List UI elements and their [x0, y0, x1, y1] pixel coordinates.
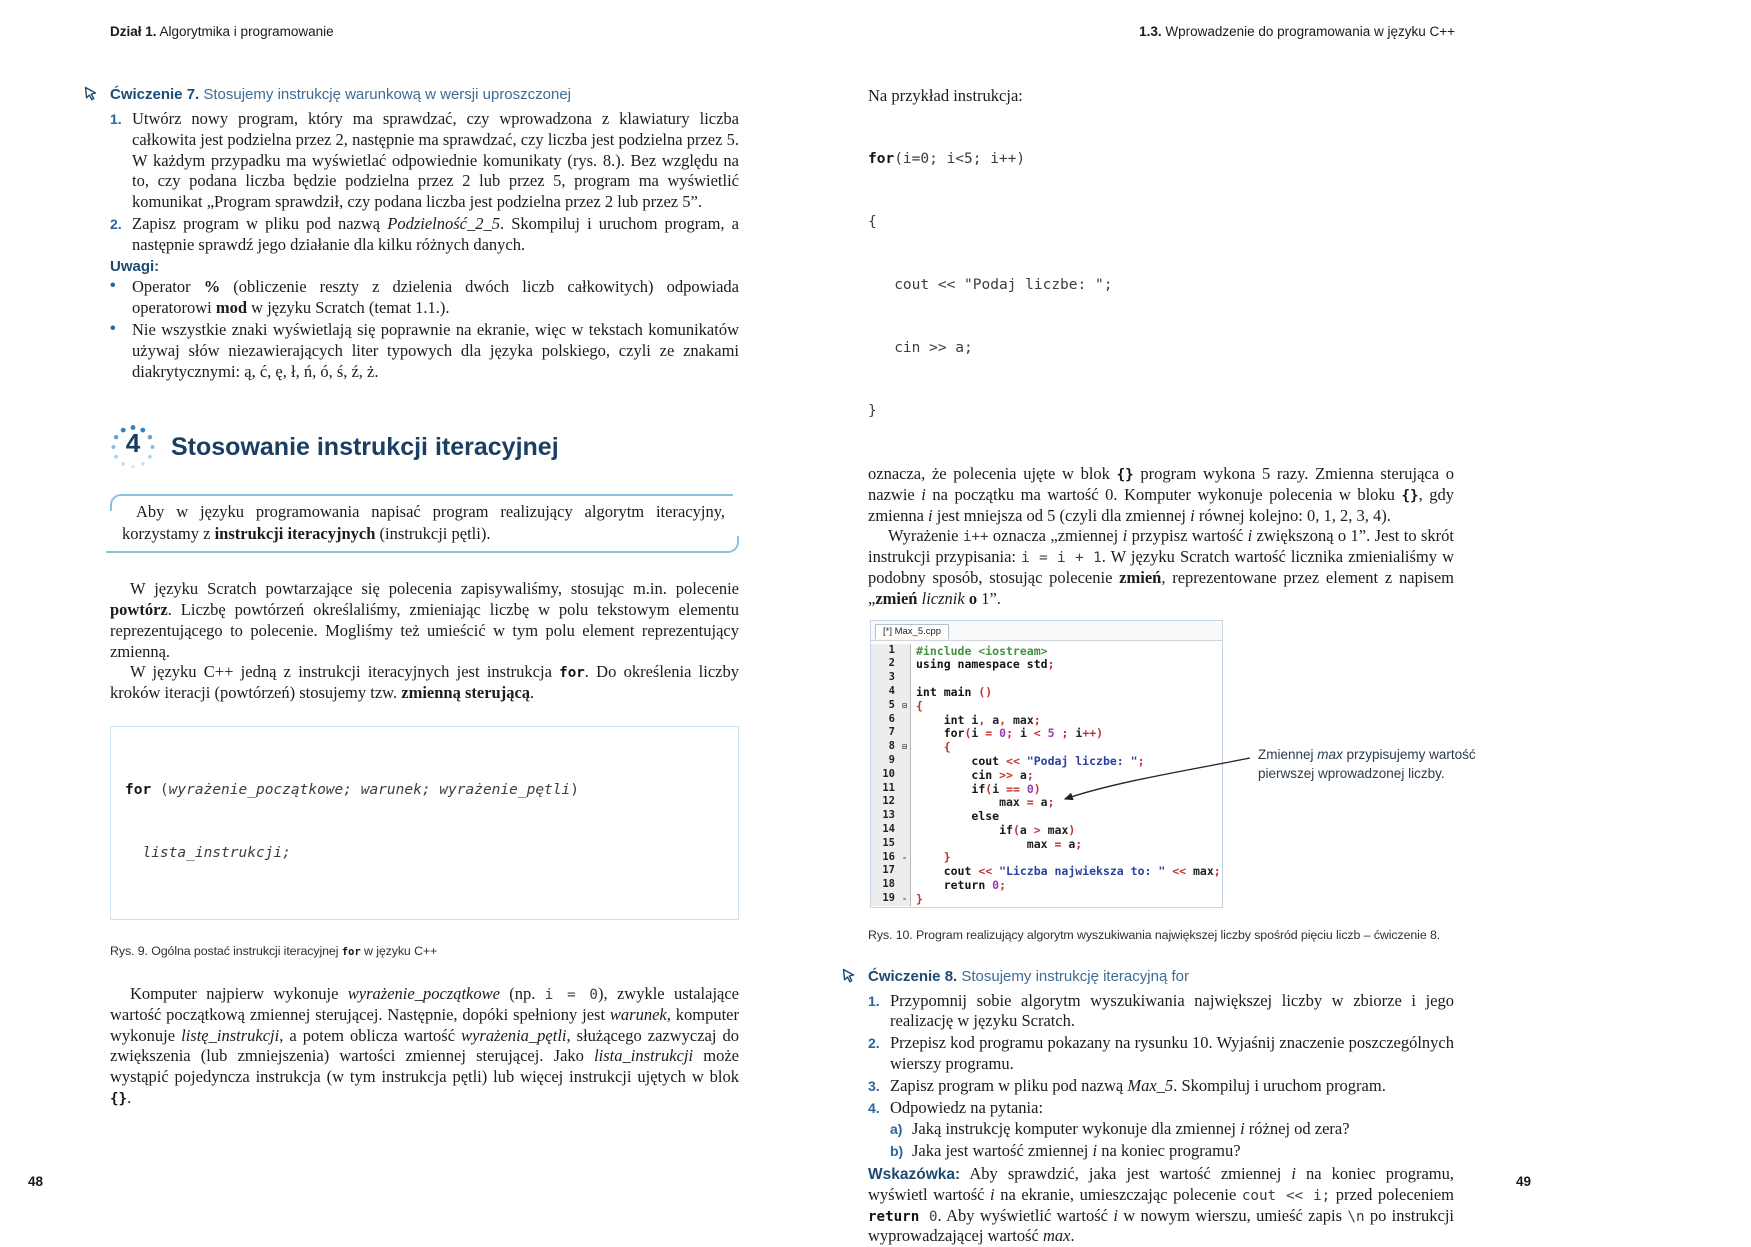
fold-marker: [899, 864, 911, 878]
example-code: [868, 107, 1454, 464]
editor-line: [871, 657, 1222, 671]
for-syntax-box: [110, 726, 739, 920]
editor-line: [871, 892, 1222, 906]
exercise-8-label: Ćwiczenie 8.: [868, 967, 958, 985]
bullet-item: [110, 277, 739, 319]
paragraph: oznacza, że polecenia ujęte w blok {} program wykona 5 razy. Zmienna sterująca o nazwie i na początku ma wartość 0. Komputer wykonuje polecenia w bloku {}, gdy zmienna i jest mniejsza od 5 (czyli dla zmiennej i równej kolejno: 0, 1, 2, 3, 4).: [868, 463, 1455, 525]
list-item: [868, 991, 1454, 1033]
paragraph: Wyrażenie i++ oznacza „zmiennej i przypisz wartość i zwiększoną o 1”. Jest to skrót instrukcji przypisania: i = i + 1. W języku Scratch wartość licznika zmienialiśmy w podobny sposób, stosując polecenie zmień, reprezentowane przez element z napisem „zmień licznik o 1”.: [868, 526, 1454, 608]
bullet-item: [110, 320, 739, 382]
sub-item-letter: b): [890, 1143, 904, 1160]
editor-line: [871, 851, 1222, 865]
section-title: Stosowanie instrukcji iteracyjnej: [171, 432, 559, 461]
page-header-left-section: Dział 1.: [110, 24, 157, 39]
item-number: 1.: [868, 992, 880, 1009]
editor-line: [871, 878, 1222, 892]
editor-line: [871, 768, 1222, 782]
line-number: 18: [871, 878, 899, 892]
item-number: 3.: [868, 1077, 880, 1094]
code-text: cin >> a;: [971, 767, 1034, 782]
code-text: }: [916, 891, 923, 906]
fold-marker: [899, 644, 911, 658]
code-text: else: [971, 809, 1000, 824]
line-number: 7: [871, 726, 899, 740]
list-item: [110, 214, 739, 256]
line-number: 12: [871, 795, 899, 809]
exercise-8-title: Stosujemy instrukcję iteracyjną for: [957, 967, 1189, 985]
definition-text: Aby w języku programowania napisać program realizujący algorytm iteracyjny, korzystamy z instrukcji iteracyjnych (instrukcji pętli).: [122, 502, 725, 543]
editor-line: [871, 713, 1222, 727]
fold-marker: [899, 768, 911, 782]
item-text: Zapisz program w pliku pod nazwą Max_5. Skompiluj i uruchom program.: [890, 1075, 1386, 1095]
editor-line: [871, 795, 1222, 809]
code-text: for(i = 0; i < 5 ; i++): [943, 726, 1104, 741]
item-text: Przypomnij sobie algorytm wyszukiwania największej liczby w zbiorze i jego realizację w języku Scratch.: [890, 990, 1454, 1031]
code-text: return 0;: [943, 878, 1007, 893]
exercise-7-heading: [110, 86, 739, 103]
exercise-cursor-icon: [83, 86, 99, 106]
bullet-dot: •: [110, 277, 116, 295]
editor-line: [871, 671, 1222, 685]
bullet-text: Operator % (obliczenie reszty z dzielenia dwóch liczb całkowitych) odpowiada operatorowi mod w języku Scratch (temat 1.1.).: [132, 277, 739, 318]
wskazowka-text: Aby sprawdzić, jaka jest wartość zmiennej i na koniec programu, wyświetl wartość i na ekranie, umieszczając polecenie cout << i; przed poleceniem return 0. Aby wyświetlić wartość i w nowym wierszu, umieść zapis \n po instrukcji wyprowadzającej wartość max.: [868, 1163, 1455, 1246]
code-line: {: [868, 213, 877, 230]
fold-marker: [899, 671, 911, 685]
right-page-column: [868, 86, 1476, 1247]
code-text: {: [943, 740, 951, 755]
line-number: 6: [871, 713, 899, 727]
sub-item: [890, 1119, 1454, 1140]
page-number-left: 48: [28, 1174, 44, 1189]
fold-marker: -: [899, 851, 911, 865]
editor-line: [871, 864, 1222, 878]
editor-line: [871, 685, 1222, 699]
code-text: int main (): [916, 684, 993, 699]
item-number: 2.: [110, 215, 122, 232]
figure-10: [868, 620, 1476, 922]
editor-tab-bar: [871, 621, 1222, 641]
code-line: for(i=0; i<5; i++): [868, 150, 1026, 167]
fold-marker: [899, 713, 911, 727]
item-text: Zapisz program w pliku pod nazwą Podzielność_2_5. Skompiluj i uruchom program, a następnie sprawdź jego działanie dla kilku różnych danych.: [132, 213, 739, 254]
code-text: #include <iostream>: [916, 643, 1048, 658]
page-header-left: [110, 24, 334, 39]
code-line: }: [868, 402, 877, 419]
item-number: 4.: [868, 1099, 880, 1116]
editor-line: [871, 726, 1222, 740]
code-line: cout << "Podaj liczbe: ";: [868, 276, 1113, 293]
page-header-left-title: Algorytmika i programowanie: [156, 24, 334, 39]
line-number: 8: [871, 740, 899, 754]
editor-line: [871, 837, 1222, 851]
paragraph: W języku C++ jedną z instrukcji iteracyjnych jest instrukcja for. Do określenia liczby kroków iteracji (powtórzeń) stosujemy tzw. zmienną sterującą.: [110, 662, 739, 703]
paragraph: W języku Scratch powtarzające się polecenia zapisywaliśmy, stosując m.in. polecenie powtórz. Liczbę powtórzeń określaliśmy, zmieniając liczbę w polu tekstowym elementu reprezentującego to polecenie. Mogliśmy też umieścić w tym polu element reprezentujący zmienną.: [110, 579, 739, 661]
section-number: 4: [125, 428, 141, 459]
editor-line: [871, 740, 1222, 754]
fold-marker: [899, 837, 911, 851]
line-number: 14: [871, 823, 899, 837]
wskazowka-label: Wskazówka:: [868, 1165, 961, 1183]
line-number: 2: [871, 657, 899, 671]
code-text: max = a;: [916, 795, 1055, 810]
item-text: Przepisz kod programu pokazany na rysunku 10. Wyjaśnij znaczenie poszczególnych wierszy programu.: [890, 1033, 1454, 1073]
fold-marker: ⊟: [899, 699, 911, 713]
line-number: 15: [871, 837, 899, 851]
fold-marker: [899, 809, 911, 823]
syntax-line: for (wyrażenie_początkowe; warunek; wyrażenie_pętli): [125, 782, 579, 799]
list-item: [868, 1098, 1454, 1119]
line-number: 16: [871, 851, 899, 865]
code-text: }: [943, 850, 951, 865]
list-item: [110, 109, 739, 213]
editor-line: [871, 782, 1222, 796]
list-item: [868, 1033, 1454, 1075]
line-number: 11: [871, 782, 899, 796]
bullet-dot: •: [110, 320, 116, 338]
item-text: Utwórz nowy program, który ma sprawdzać, czy wprowadzona z klawiatury liczba całkowita jest podzielna przez 2, następnie ma sprawdzać, czy liczba jest podzielna przez 5. W każdym przypadku ma wyświetlać odpowiednie komunikaty (rys. 8.). Bez względu na to, czy podana liczba będzie podzielna przez 2 lub przez 5, program ma wyświetlić komunikat „Program sprawdził, czy podana liczba jest podzielna przez 2 lub przez 5”.: [132, 109, 739, 212]
fold-marker: [899, 823, 911, 837]
line-number: 9: [871, 754, 899, 768]
code-text: int i, a, max;: [943, 712, 1041, 727]
paragraph: Komputer najpierw wykonuje wyrażenie_początkowe (np. i = 0), zwykle ustalające wartość początkową zmiennej sterującej. Następnie, dopóki spełniony jest warunek, komputer wykonuje listę_instrukcji, a potem oblicza wartość wyrażenia_pętli, służącego zazwyczaj do zwiększenia (lub zmniejszenia) wartości zmiennej sterującej. Jako lista_instrukcji może wystąpić pojedyncza instrukcja (w tym instrukcja pętli) lub więcej instrukcji ujętych w blok {}.: [110, 984, 739, 1108]
line-number: 10: [871, 768, 899, 782]
code-text: cout << "Podaj liczbe: ";: [971, 753, 1145, 768]
left-page-column: [110, 86, 739, 1109]
fold-marker: [899, 782, 911, 796]
page-header-right-section: 1.3.: [1139, 24, 1162, 39]
page-number-right: 49: [1516, 1174, 1532, 1189]
exercise-8-heading: [868, 968, 1454, 985]
line-number: 13: [871, 809, 899, 823]
definition-box: [110, 494, 739, 553]
item-number: 1.: [110, 111, 122, 127]
wskazowka-paragraph: [868, 1164, 1454, 1247]
code-text: if(a > max): [999, 822, 1076, 837]
exercise-7-title: Stosujemy instrukcję warunkową w wersji uproszczonej: [199, 86, 572, 103]
code-text: if(i == 0): [971, 781, 1041, 796]
exercise-7-label: Ćwiczenie 7.: [110, 86, 200, 103]
fold-marker: ⊟: [899, 740, 911, 754]
line-number: 17: [871, 864, 899, 878]
figure-10-caption: Rys. 10. Program realizujący algorytm wyszukiwania największej liczby spośród pięciu liczb – ćwiczenie 8.: [868, 927, 1441, 942]
line-number: 3: [871, 671, 899, 685]
fold-marker: [899, 726, 911, 740]
fold-marker: [899, 685, 911, 699]
code-text: cout << "Liczba najwieksza to: " << max;: [943, 864, 1221, 879]
uwagi-label: Uwagi:: [110, 258, 160, 276]
sub-item-text: Jaka jest wartość zmiennej i na koniec programu?: [912, 1141, 1241, 1161]
fold-marker: [899, 754, 911, 768]
item-number: 2.: [868, 1035, 880, 1052]
annotation-text: Zmiennej max przypisujemy wartość pierwszej wprowadzonej liczby.: [1258, 746, 1476, 781]
editor-code-area: [871, 641, 1222, 906]
sub-item: [890, 1141, 1454, 1162]
code-editor: [870, 620, 1223, 908]
figure-9-caption: Rys. 9. Ogólna postać instrukcji iteracyjnej for w języku C++: [110, 944, 438, 959]
section-number-spinner: [110, 424, 156, 470]
section-4-heading: [110, 424, 739, 470]
line-number: 1: [871, 644, 899, 658]
line-number: 19: [871, 892, 899, 906]
line-number: 4: [871, 685, 899, 699]
code-text: {: [916, 698, 923, 713]
editor-tab: [*] Max_5.cpp: [875, 624, 949, 639]
line-number: 5: [871, 699, 899, 713]
editor-line: [871, 823, 1222, 837]
editor-line: [871, 699, 1222, 713]
code-line: cin >> a;: [868, 339, 973, 356]
sub-item-text: Jaką instrukcję komputer wykonuje dla zmiennej i różnej od zera?: [912, 1119, 1350, 1139]
example-intro: Na przykład instrukcja:: [868, 86, 1023, 105]
fold-marker: [899, 795, 911, 809]
page-header-right-title: Wprowadzenie do programowania w języku C++: [1161, 24, 1455, 39]
editor-line: [871, 809, 1222, 823]
code-text: max = a;: [916, 836, 1083, 851]
page-header-right: [868, 24, 1455, 39]
fold-marker: [899, 878, 911, 892]
editor-line: [871, 644, 1222, 658]
fold-marker: [899, 657, 911, 671]
syntax-line: lista_instrukcji;: [142, 845, 291, 862]
item-text: Odpowiedz na pytania:: [890, 1097, 1044, 1117]
exercise-cursor-icon: [841, 968, 857, 988]
sub-item-letter: a): [890, 1121, 903, 1138]
editor-line: [871, 754, 1222, 768]
bullet-text: Nie wszystkie znaki wyświetlają się poprawnie na ekranie, więc w tekstach komunikatów używaj słów niezawierających liter typowych dla języka polskiego, czyli ze znakami diakrytycznymi: ą, ć, ę, ł, ń, ó, ś, ź, ż.: [132, 320, 739, 381]
list-item: [868, 1076, 1454, 1097]
code-text: using namespace std;: [916, 657, 1055, 672]
fold-marker: -: [899, 892, 911, 906]
